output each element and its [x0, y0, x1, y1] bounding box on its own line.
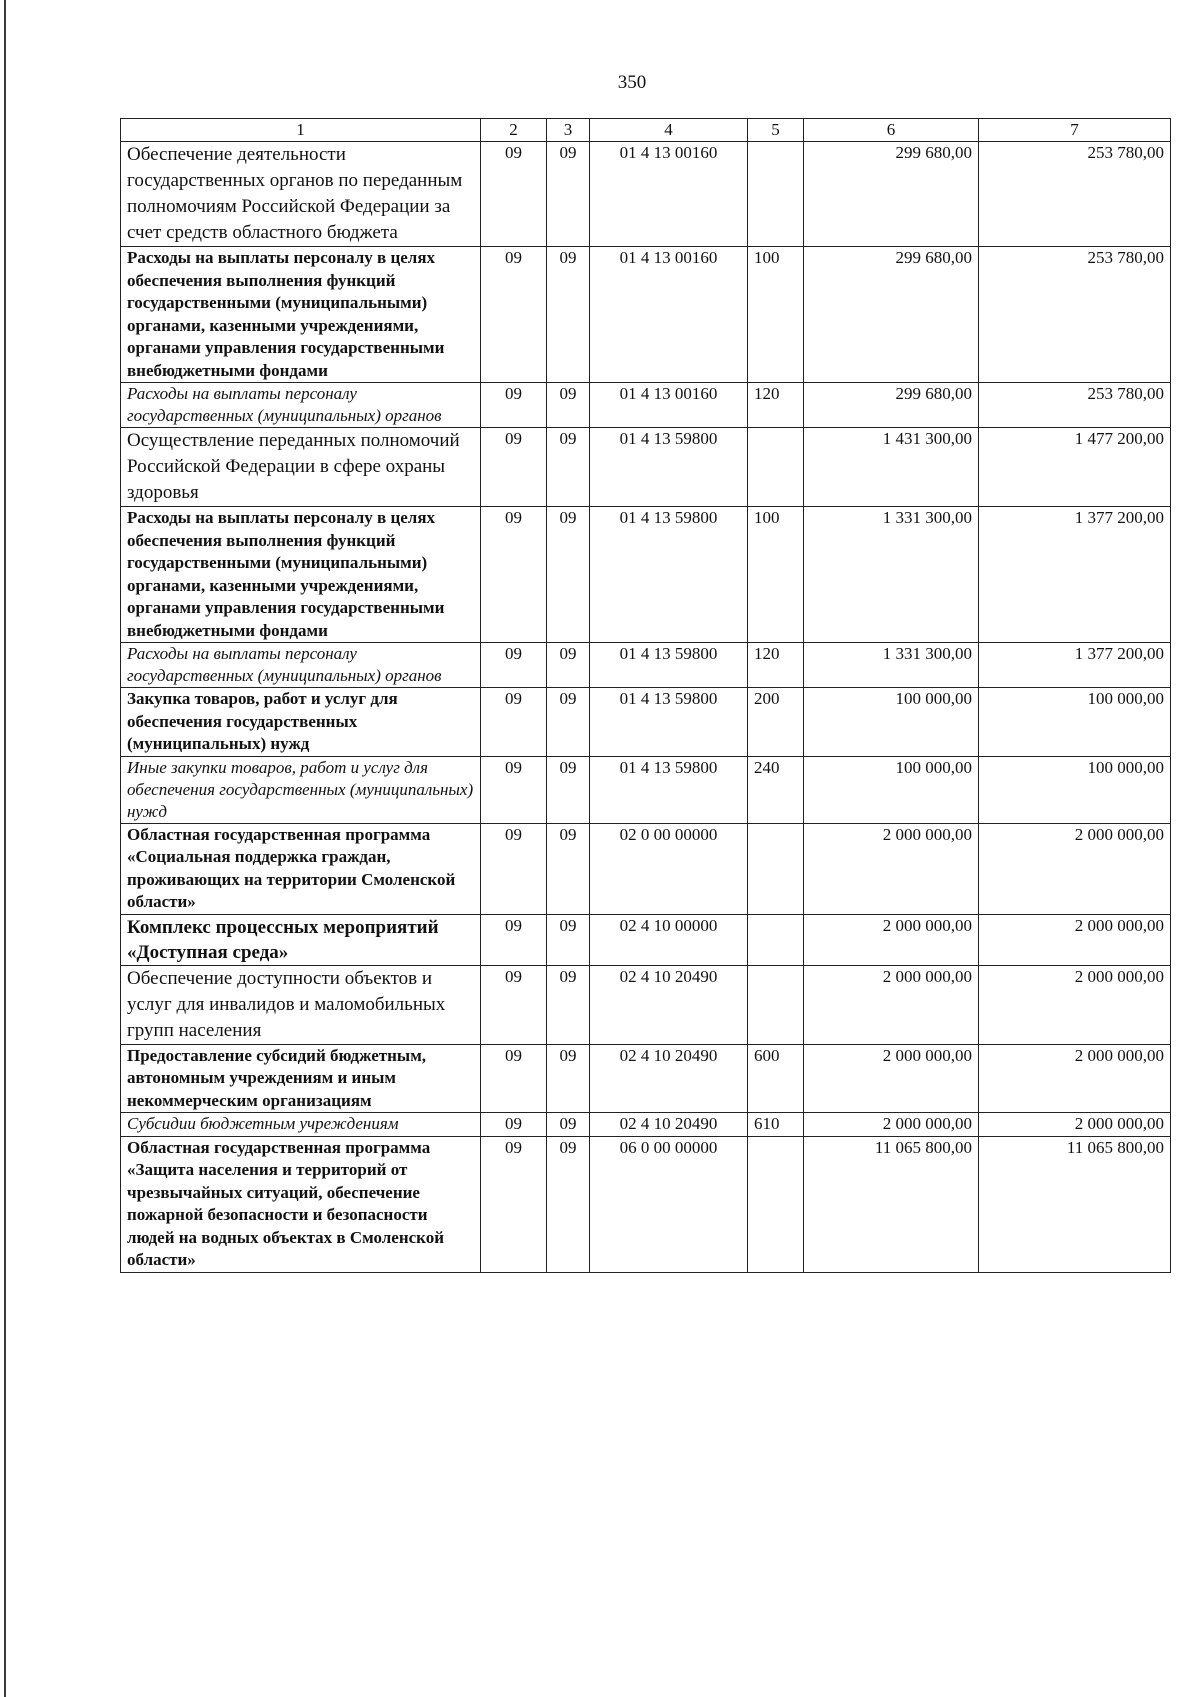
header-col-3: 3 [547, 119, 590, 142]
amount-year-1-cell: 2 000 000,00 [804, 823, 979, 914]
amount-year-1-cell: 299 680,00 [804, 247, 979, 383]
expense-type-cell [748, 1136, 804, 1272]
amount-year-2-cell: 11 065 800,00 [979, 1136, 1171, 1272]
table-row [121, 142, 1171, 247]
target-article-cell: 01 4 13 00160 [590, 142, 748, 247]
expense-type-cell: 600 [748, 1044, 804, 1113]
target-article-cell: 01 4 13 59800 [590, 428, 748, 507]
table-row [121, 965, 1171, 1044]
amount-year-1-cell: 100 000,00 [804, 756, 979, 823]
amount-year-2-cell: 2 000 000,00 [979, 965, 1171, 1044]
row-name-cell: Расходы на выплаты персоналу государственных (муниципальных) органов [121, 383, 481, 428]
subsection-code-cell: 09 [547, 756, 590, 823]
amount-year-2-cell: 1 477 200,00 [979, 428, 1171, 507]
subsection-code-cell: 09 [547, 1136, 590, 1272]
section-code-cell: 09 [481, 247, 547, 383]
header-col-4: 4 [590, 119, 748, 142]
subsection-code-cell: 09 [547, 1113, 590, 1137]
expense-type-cell: 120 [748, 643, 804, 688]
subsection-code-cell: 09 [547, 914, 590, 965]
section-code-cell: 09 [481, 1136, 547, 1272]
amount-year-1-cell: 2 000 000,00 [804, 1113, 979, 1137]
target-article-cell: 01 4 13 00160 [590, 247, 748, 383]
row-name-cell: Комплекс процессных мероприятий «Доступная среда» [121, 914, 481, 965]
header-col-6: 6 [804, 119, 979, 142]
row-name-cell: Предоставление субсидий бюджетным, автономным учреждениям и иным некоммерческим организациям [121, 1044, 481, 1113]
header-col-2: 2 [481, 119, 547, 142]
amount-year-1-cell: 299 680,00 [804, 142, 979, 247]
row-name-cell: Расходы на выплаты персоналу в целях обеспечения выполнения функций государственными (муниципальными) органами, казенными учреждениями, органами управления государственными внебюджетными фондами [121, 507, 481, 643]
amount-year-1-cell: 1 331 300,00 [804, 507, 979, 643]
row-name-cell: Областная государственная программа «Защита населения и территорий от чрезвычайных ситуаций, обеспечение пожарной безопасности и безопасности людей на водных объектах в Смоленской области» [121, 1136, 481, 1272]
subsection-code-cell: 09 [547, 428, 590, 507]
amount-year-2-cell: 1 377 200,00 [979, 507, 1171, 643]
section-code-cell: 09 [481, 383, 547, 428]
row-name-cell: Расходы на выплаты персоналу в целях обеспечения выполнения функций государственными (муниципальными) органами, казенными учреждениями, органами управления государственными внебюджетными фондами [121, 247, 481, 383]
table-body [121, 142, 1171, 1273]
page-edge-line [4, 0, 6, 1697]
amount-year-2-cell: 253 780,00 [979, 383, 1171, 428]
table-row [121, 756, 1171, 823]
subsection-code-cell: 09 [547, 507, 590, 643]
expense-type-cell [748, 428, 804, 507]
target-article-cell: 01 4 13 59800 [590, 688, 748, 757]
amount-year-1-cell: 11 065 800,00 [804, 1136, 979, 1272]
subsection-code-cell: 09 [547, 1044, 590, 1113]
budget-table [120, 118, 1171, 1273]
amount-year-1-cell: 2 000 000,00 [804, 965, 979, 1044]
amount-year-2-cell: 100 000,00 [979, 756, 1171, 823]
target-article-cell: 01 4 13 59800 [590, 756, 748, 823]
table-row [121, 507, 1171, 643]
header-col-7: 7 [979, 119, 1171, 142]
subsection-code-cell: 09 [547, 247, 590, 383]
expense-type-cell [748, 142, 804, 247]
table-row [121, 428, 1171, 507]
row-name-cell: Расходы на выплаты персоналу государственных (муниципальных) органов [121, 643, 481, 688]
amount-year-2-cell: 253 780,00 [979, 142, 1171, 247]
target-article-cell: 01 4 13 59800 [590, 507, 748, 643]
subsection-code-cell: 09 [547, 965, 590, 1044]
section-code-cell: 09 [481, 756, 547, 823]
subsection-code-cell: 09 [547, 823, 590, 914]
table-row [121, 383, 1171, 428]
subsection-code-cell: 09 [547, 383, 590, 428]
target-article-cell: 02 4 10 20490 [590, 965, 748, 1044]
section-code-cell: 09 [481, 142, 547, 247]
header-row [121, 119, 1171, 142]
amount-year-1-cell: 100 000,00 [804, 688, 979, 757]
expense-type-cell: 610 [748, 1113, 804, 1137]
amount-year-2-cell: 2 000 000,00 [979, 1044, 1171, 1113]
section-code-cell: 09 [481, 965, 547, 1044]
row-name-cell: Обеспечение доступности объектов и услуг для инвалидов и маломобильных групп населения [121, 965, 481, 1044]
section-code-cell: 09 [481, 507, 547, 643]
table-row [121, 643, 1171, 688]
table-row [121, 688, 1171, 757]
page-number: 350 [617, 72, 647, 93]
amount-year-1-cell: 2 000 000,00 [804, 1044, 979, 1113]
target-article-cell: 02 4 10 20490 [590, 1044, 748, 1113]
amount-year-1-cell: 2 000 000,00 [804, 914, 979, 965]
row-name-cell: Обеспечение деятельности государственных органов по переданным полномочиям Российской Федерации за счет средств областного бюджета [121, 142, 481, 247]
table-row [121, 1044, 1171, 1113]
target-article-cell: 02 4 10 20490 [590, 1113, 748, 1137]
amount-year-2-cell: 2 000 000,00 [979, 914, 1171, 965]
row-name-cell: Областная государственная программа «Социальная поддержка граждан, проживающих на территории Смоленской области» [121, 823, 481, 914]
table-row [121, 914, 1171, 965]
subsection-code-cell: 09 [547, 643, 590, 688]
amount-year-2-cell: 253 780,00 [979, 247, 1171, 383]
amount-year-2-cell: 1 377 200,00 [979, 643, 1171, 688]
expense-type-cell [748, 965, 804, 1044]
subsection-code-cell: 09 [547, 142, 590, 247]
section-code-cell: 09 [481, 914, 547, 965]
expense-type-cell: 100 [748, 247, 804, 383]
expense-type-cell: 120 [748, 383, 804, 428]
expense-type-cell: 100 [748, 507, 804, 643]
expense-type-cell [748, 914, 804, 965]
expense-type-cell: 240 [748, 756, 804, 823]
amount-year-2-cell: 2 000 000,00 [979, 823, 1171, 914]
target-article-cell: 01 4 13 00160 [590, 383, 748, 428]
section-code-cell: 09 [481, 1044, 547, 1113]
row-name-cell: Субсидии бюджетным учреждениям [121, 1113, 481, 1137]
table-row [121, 1136, 1171, 1272]
amount-year-1-cell: 299 680,00 [804, 383, 979, 428]
section-code-cell: 09 [481, 1113, 547, 1137]
table-row [121, 1113, 1171, 1137]
target-article-cell: 02 0 00 00000 [590, 823, 748, 914]
table-row [121, 823, 1171, 914]
target-article-cell: 06 0 00 00000 [590, 1136, 748, 1272]
header-col-5: 5 [748, 119, 804, 142]
amount-year-1-cell: 1 331 300,00 [804, 643, 979, 688]
table-row [121, 247, 1171, 383]
section-code-cell: 09 [481, 823, 547, 914]
section-code-cell: 09 [481, 428, 547, 507]
amount-year-1-cell: 1 431 300,00 [804, 428, 979, 507]
target-article-cell: 01 4 13 59800 [590, 643, 748, 688]
row-name-cell: Закупка товаров, работ и услуг для обеспечения государственных (муниципальных) нужд [121, 688, 481, 757]
row-name-cell: Иные закупки товаров, работ и услуг для обеспечения государственных (муниципальных) нужд [121, 756, 481, 823]
subsection-code-cell: 09 [547, 688, 590, 757]
section-code-cell: 09 [481, 688, 547, 757]
expense-type-cell [748, 823, 804, 914]
expense-type-cell: 200 [748, 688, 804, 757]
header-col-1: 1 [121, 119, 481, 142]
row-name-cell: Осуществление переданных полномочий Российской Федерации в сфере охраны здоровья [121, 428, 481, 507]
section-code-cell: 09 [481, 643, 547, 688]
amount-year-2-cell: 2 000 000,00 [979, 1113, 1171, 1137]
amount-year-2-cell: 100 000,00 [979, 688, 1171, 757]
target-article-cell: 02 4 10 00000 [590, 914, 748, 965]
